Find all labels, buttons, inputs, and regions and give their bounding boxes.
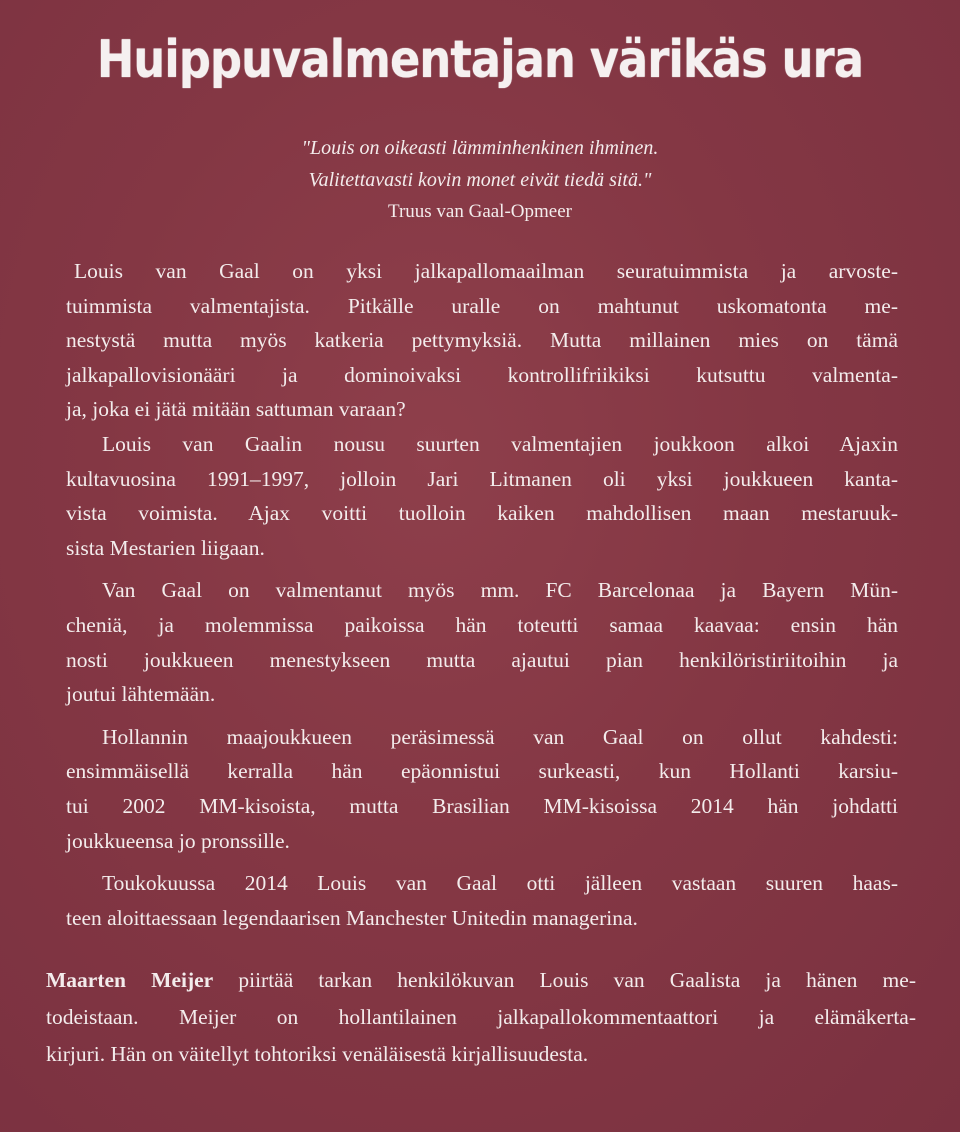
text-line: Hollannin maajoukkueen peräsimessä van Gaal on ollut kahdesti: [102, 724, 898, 749]
bio-line-1 [46, 962, 916, 999]
text-line: jalkapallovisionääri ja dominoivaksi kontrollifriikiksi kutsuttu valmenta- [66, 362, 898, 387]
bio-line-3: kirjuri. Hän on väitellyt tohtoriksi venäläisestä kirjallisuudesta. [46, 1042, 589, 1066]
paragraph-2 [66, 427, 898, 565]
text-line: ensimmäisellä kerralla hän epäonnistui surkeasti, kun Hollanti karsiu- [66, 759, 898, 784]
quote-block [0, 132, 960, 228]
cover-title: Huippuvalmentajan värikäs ura [96, 30, 864, 90]
paragraph-4 [66, 720, 898, 858]
quote-line-2: Valitettavasti kovin monet eivät tiedä sitä." [308, 169, 652, 191]
text-line: sista Mestarien liigaan. [66, 535, 265, 560]
author-bio [46, 962, 916, 1073]
text-line: ja, joka ei jätä mitään sattuman varaan? [66, 397, 406, 422]
author-name: Maarten Meijer [46, 968, 214, 992]
text-line: vista voimista. Ajax voitti tuolloin kaiken mahdollisen maan mestaruuk- [66, 501, 898, 526]
blurb-body [66, 254, 898, 935]
text-line: joutui lähtemään. [66, 682, 216, 707]
text-line: Louis van Gaalin nousu suurten valmentajien joukkoon alkoi Ajaxin [102, 431, 898, 456]
text-line: Toukokuussa 2014 Louis van Gaal otti jälleen vastaan suuren haas- [102, 871, 898, 896]
text-line: Louis van Gaal on yksi jalkapallomaailman seuratuimmista ja arvoste- [74, 259, 898, 283]
text-line: tui 2002 MM-kisoista, mutta Brasilian MM-kisoissa 2014 hän johdatti [66, 793, 898, 818]
text-line: cheniä, ja molemmissa paikoissa hän toteutti samaa kaavaa: ensin hän [66, 612, 898, 637]
paragraph-3 [66, 573, 898, 711]
text-line: Van Gaal on valmentanut myös mm. FC Barcelonaa ja Bayern Mün- [102, 578, 898, 603]
text-line: kultavuosina 1991–1997, jolloin Jari Litmanen oli yksi joukkueen kanta- [66, 466, 898, 491]
bio-line-2: todeistaan. Meijer on hollantilainen jalkapallokommentaattori ja elämäkerta- [46, 1005, 916, 1029]
bio-line-1-text: piirtää tarkan henkilökuvan Louis van Gaalista ja hänen me- [213, 968, 916, 992]
paragraph-1 [66, 254, 898, 427]
text-line: nosti joukkueen menestykseen mutta ajautui pian henkilöristiriitoihin ja [66, 647, 898, 672]
text-line: joukkueensa jo pronssille. [66, 828, 290, 853]
quote-attribution: Truus van Gaal-Opmeer [388, 201, 572, 222]
paragraph-5 [66, 866, 898, 935]
text-line: tuimmista valmentajista. Pitkälle uralle on mahtunut uskomatonta me- [66, 293, 898, 318]
text-line: teen aloittaessaan legendaarisen Manchester Unitedin managerina. [66, 905, 638, 930]
text-line: nestystä mutta myös katkeria pettymyksiä. Mutta millainen mies on tämä [66, 328, 898, 353]
quote-line-1: "Louis on oikeasti lämminhenkinen ihminen. [301, 137, 659, 159]
